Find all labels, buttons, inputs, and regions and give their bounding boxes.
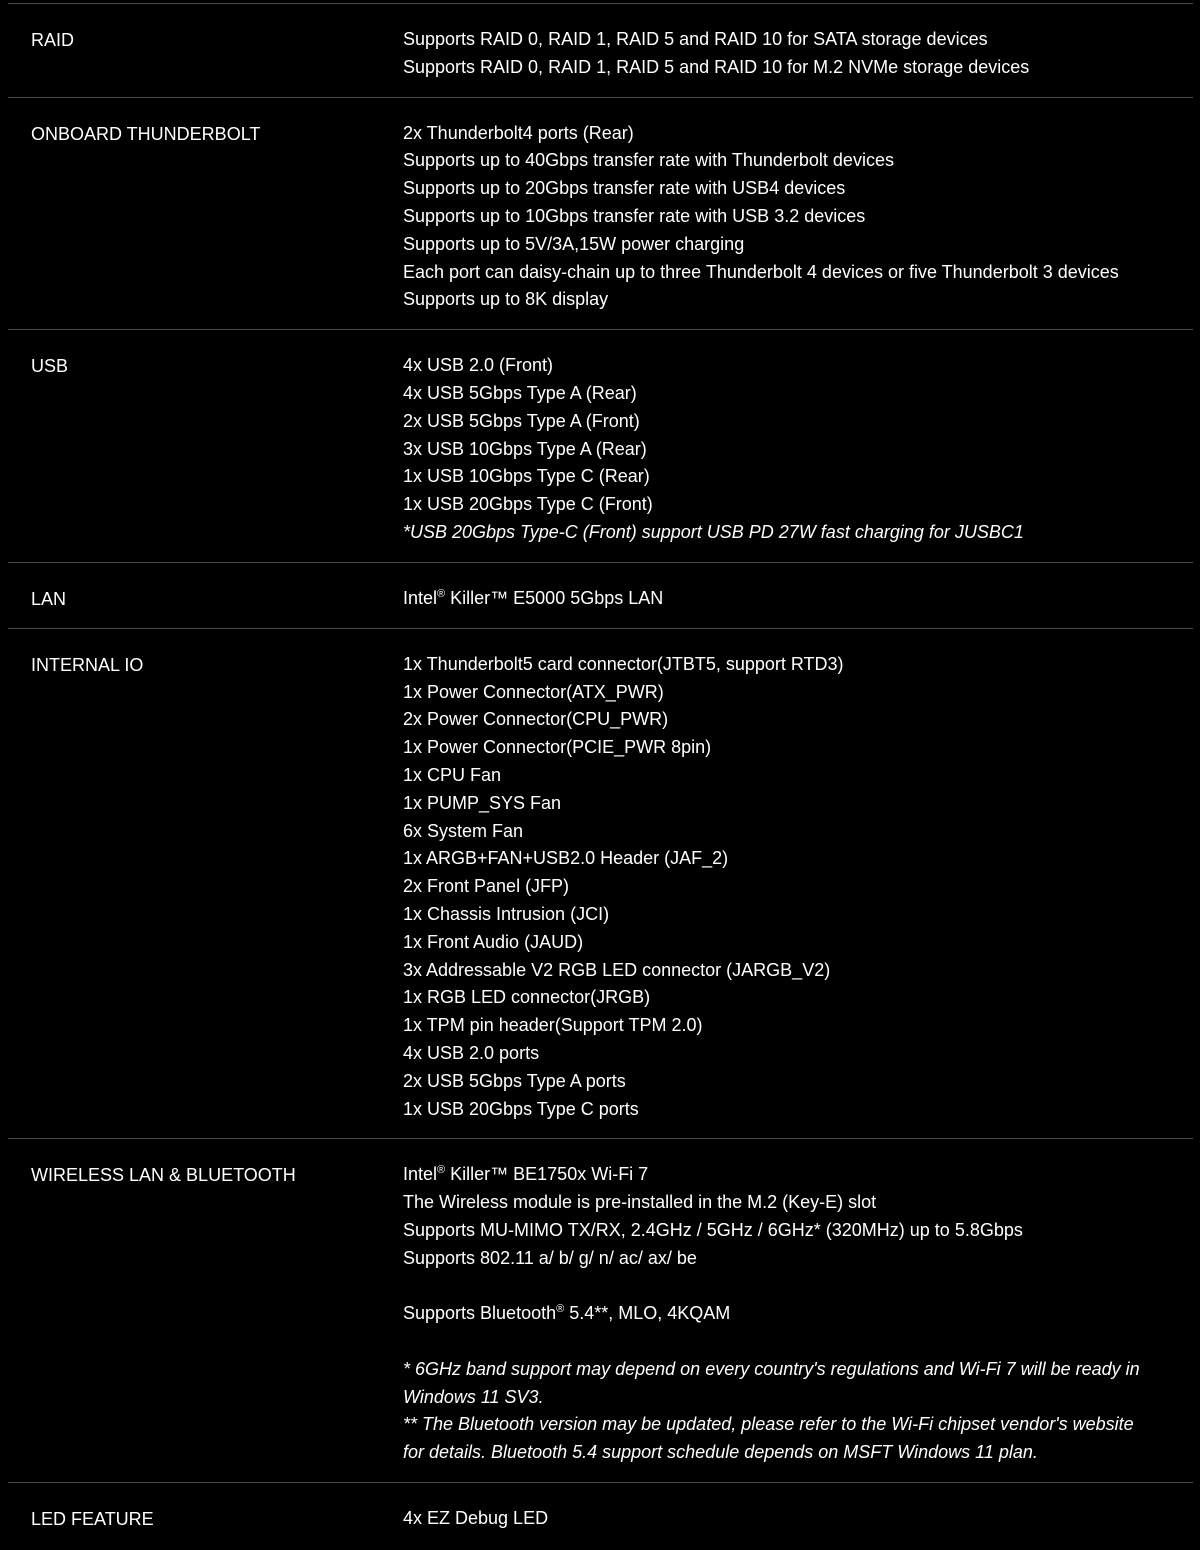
spec-value-line: 1x USB 20Gbps Type C (Front) xyxy=(403,494,653,515)
spec-row-usb xyxy=(8,329,1193,562)
spec-value-line: 4x USB 2.0 ports xyxy=(403,1042,540,1063)
spec-row-raid xyxy=(8,3,1193,97)
registered-mark: ® xyxy=(437,587,446,600)
spec-value-line xyxy=(403,585,1153,613)
spec-value-line: 2x USB 5Gbps Type A (Front) xyxy=(403,410,640,431)
spec-label: INTERNAL IO xyxy=(31,654,144,675)
spec-value-line: Supports up to 5V/3A,15W power charging xyxy=(403,233,745,254)
spec-value-line: Supports RAID 0, RAID 1, RAID 5 and RAID 10 for M.2 NVMe storage devices xyxy=(403,56,1030,77)
spec-value-prefix: Intel xyxy=(403,1164,438,1185)
spec-value-line: Supports up to 8K display xyxy=(403,289,609,310)
spec-value-prefix: Intel xyxy=(403,587,438,608)
spec-value-line: Each port can daisy-chain up to three Thunderbolt 4 devices or five Thunderbolt 3 devices xyxy=(403,261,1119,282)
spec-value-line: 4x USB 5Gbps Type A (Rear) xyxy=(403,382,637,403)
spec-row-lan xyxy=(8,562,1193,628)
spec-value-line: 1x Front Audio (JAUD) xyxy=(403,931,584,952)
spec-value-line: 3x Addressable V2 RGB LED connector (JARGB_V2) xyxy=(403,959,831,980)
spec-value-line: 2x USB 5Gbps Type A ports xyxy=(403,1070,626,1091)
spec-value-line: 1x Chassis Intrusion (JCI) xyxy=(403,903,610,924)
spec-label: RAID xyxy=(31,30,75,50)
spec-values xyxy=(403,1161,1193,1467)
spec-value-line: 1x Power Connector(PCIE_PWR 8pin) xyxy=(403,737,712,758)
spec-value-line: 1x Power Connector(ATX_PWR) xyxy=(403,681,664,702)
registered-mark: ® xyxy=(437,1164,446,1177)
spec-values xyxy=(403,585,1193,613)
spec-values xyxy=(403,352,1193,547)
registered-mark: ® xyxy=(556,1303,565,1316)
spec-value-line: 2x Front Panel (JFP) xyxy=(403,876,570,897)
spec-value-text: 5.4**, MLO, 4KQAM xyxy=(564,1303,731,1324)
spec-row-led-feature xyxy=(8,1482,1193,1548)
spec-row-internal-io xyxy=(8,628,1193,1139)
spec-value-line: Supports up to 20Gbps transfer rate with USB4 devices xyxy=(403,178,846,199)
spec-value-line xyxy=(403,1300,1153,1328)
spec-value-line: Supports 802.11 a/ b/ g/ n/ ac/ ax/ be xyxy=(403,1247,697,1268)
spec-value-line xyxy=(403,1272,1153,1300)
spec-value-line: 6x System Fan xyxy=(403,820,524,841)
spec-value-line: The Wireless module is pre-installed in the M.2 (Key-E) slot xyxy=(403,1192,877,1213)
spec-label: ONBOARD THUNDERBOLT xyxy=(31,123,261,144)
spec-footnote: *USB 20Gbps Type-C (Front) support USB PD 27W fast charging for JUSBC1 xyxy=(403,521,1024,542)
spec-values xyxy=(403,1505,1193,1533)
spec-value-text: Killer™ E5000 5Gbps LAN xyxy=(445,587,664,608)
spec-value-line xyxy=(403,1328,1153,1356)
spec-value-line: Supports up to 40Gbps transfer rate with Thunderbolt devices xyxy=(403,150,894,171)
spec-values xyxy=(403,120,1193,315)
spec-value-line: 4x USB 2.0 (Front) xyxy=(403,355,554,376)
spec-value-line: Supports MU-MIMO TX/RX, 2.4GHz / 5GHz / 6GHz* (320MHz) up to 5.8Gbps xyxy=(403,1219,1023,1240)
spec-value-line: 4x EZ Debug LED xyxy=(403,1508,549,1529)
spec-value-line: 1x RGB LED connector(JRGB) xyxy=(403,987,651,1008)
spec-row-onboard-thunderbolt xyxy=(8,97,1193,330)
spec-label: WIRELESS LAN & BLUETOOTH xyxy=(31,1165,296,1186)
spec-value-line: 1x USB 10Gbps Type C (Rear) xyxy=(403,466,650,487)
spec-label: USB xyxy=(31,356,69,377)
spec-row-wireless-lan-bluetooth xyxy=(8,1138,1193,1482)
spec-value-line: 3x USB 10Gbps Type A (Rear) xyxy=(403,438,647,459)
spec-label: LED FEATURE xyxy=(31,1509,154,1530)
spec-value-line: 1x CPU Fan xyxy=(403,764,502,785)
spec-values xyxy=(403,651,1193,1124)
spec-value-line: Supports RAID 0, RAID 1, RAID 5 and RAID 10 for SATA storage devices xyxy=(403,29,988,49)
spec-footnote: ** The Bluetooth version may be updated, please refer to the Wi-Fi chipset vendor's website for details. Bluetooth 5.4 support schedule depends on MSFT Windows 11 plan. xyxy=(403,1414,1134,1463)
spec-value-prefix: Supports Bluetooth xyxy=(403,1303,557,1324)
spec-value-line: 1x USB 20Gbps Type C ports xyxy=(403,1098,639,1119)
spec-table xyxy=(8,3,1193,1548)
spec-value-line: 1x PUMP_SYS Fan xyxy=(403,792,562,813)
spec-value-line: 1x ARGB+FAN+USB2.0 Header (JAF_2) xyxy=(403,848,729,869)
spec-value-line: 2x Thunderbolt4 ports (Rear) xyxy=(403,122,634,143)
spec-footnote: * 6GHz band support may depend on every country's regulations and Wi-Fi 7 will be ready in Windows 11 SV3. xyxy=(403,1358,1140,1407)
spec-value-line: 1x TPM pin header(Support TPM 2.0) xyxy=(403,1015,703,1036)
spec-label: LAN xyxy=(31,588,67,609)
spec-value-line xyxy=(403,1161,1153,1189)
spec-value-line: 1x Thunderbolt5 card connector(JTBT5, support RTD3) xyxy=(403,653,844,674)
spec-values xyxy=(403,26,1193,82)
spec-value-line: Supports up to 10Gbps transfer rate with USB 3.2 devices xyxy=(403,205,866,226)
spec-value-text: Killer™ BE1750x Wi-Fi 7 xyxy=(445,1164,649,1185)
spec-value-line: 2x Power Connector(CPU_PWR) xyxy=(403,709,669,730)
